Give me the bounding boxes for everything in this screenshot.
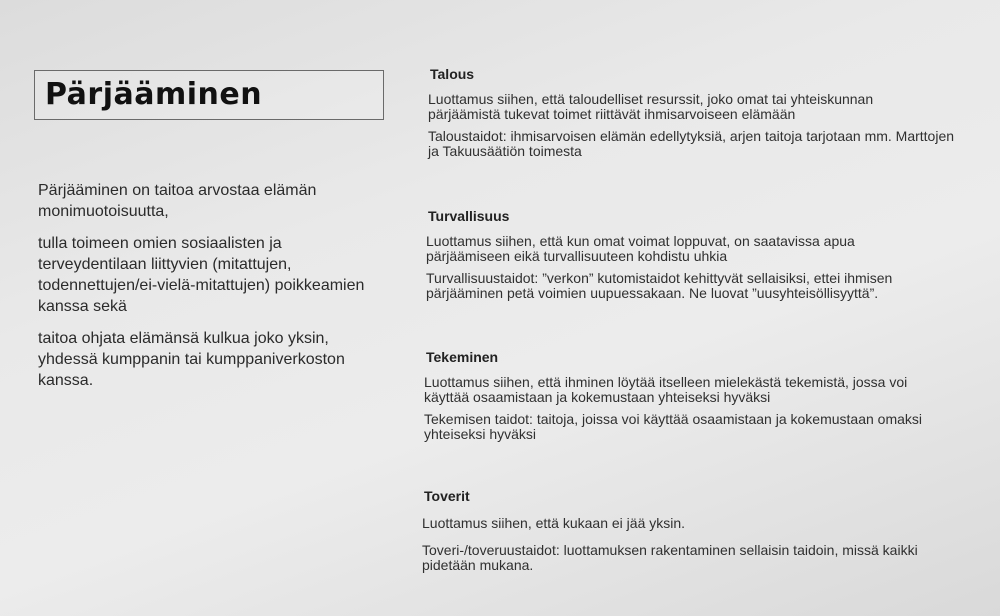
- section-toverit: [404, 488, 944, 580]
- section-paragraph: Turvallisuustaidot: ”verkon” kutomistaidot kehittyvät sellaisiksi, ettei ihmisen pärjääminen petä voimien uupuessakaan. Ne luovat ”uusyhteisöllisyyttä”.: [426, 270, 893, 301]
- section-turvallisuus: [408, 208, 948, 308]
- section-paragraph: Luottamus siihen, että kun omat voimat loppuvat, on saatavissa apua pärjäämiseen eikä turvallisuuteen kohdistu uhkia: [426, 233, 855, 264]
- intro-paragraph-3: taitoa ohjata elämänsä kulkua joko yksin, yhdessä kumppanin tai kumppaniverkoston kanssa.: [38, 330, 345, 389]
- section-paragraph: Taloustaidot: ihmisarvoisen elämän edellytyksiä, arjen taitoja tarjotaan mm. Marttojen ja Takuusäätiön toimesta: [428, 128, 955, 159]
- section-talous: [410, 66, 955, 166]
- page-title: Pärjääminen: [45, 77, 263, 112]
- section-heading: Turvallisuus: [428, 208, 510, 224]
- section-paragraph: Luottamus siihen, että ihminen löytää itselleen mielekästä tekemistä, jossa voi käyttää osaamistaan ja kokemustaan yhteiseksi hyväksi: [424, 374, 908, 405]
- section-heading: Toverit: [424, 488, 470, 504]
- section-paragraph: Luottamus siihen, että taloudelliset resurssit, joko omat tai yhteiskunnan pärjäämistä tukevat toimet riittävät ihmisarvoiseen elämään: [428, 91, 874, 122]
- intro-text: [38, 180, 368, 402]
- section-heading: Tekeminen: [426, 349, 499, 365]
- title-box: [34, 70, 384, 120]
- section-paragraph: Luottamus siihen, että kukaan ei jää yksin.: [422, 515, 686, 531]
- intro-paragraph-2: tulla toimeen omien sosiaalisten ja terveydentilaan liittyvien (mitattujen, todennettujen/ei-vielä-mitattujen) poikkeamien kanssa sekä: [38, 235, 365, 315]
- intro-paragraph-1: Pärjääminen on taitoa arvostaa elämän monimuotoisuutta,: [38, 182, 317, 220]
- section-paragraph: Tekemisen taidot: taitoja, joissa voi käyttää osaamistaan ja kokemustaan omaksi yhteiseksi hyväksi: [424, 411, 923, 442]
- section-heading: Talous: [430, 66, 475, 82]
- section-paragraph: Toveri-/toveruustaidot: luottamuksen rakentaminen sellaisin taidoin, missä kaikki pidetään mukana.: [422, 542, 918, 573]
- section-tekeminen: [406, 349, 946, 449]
